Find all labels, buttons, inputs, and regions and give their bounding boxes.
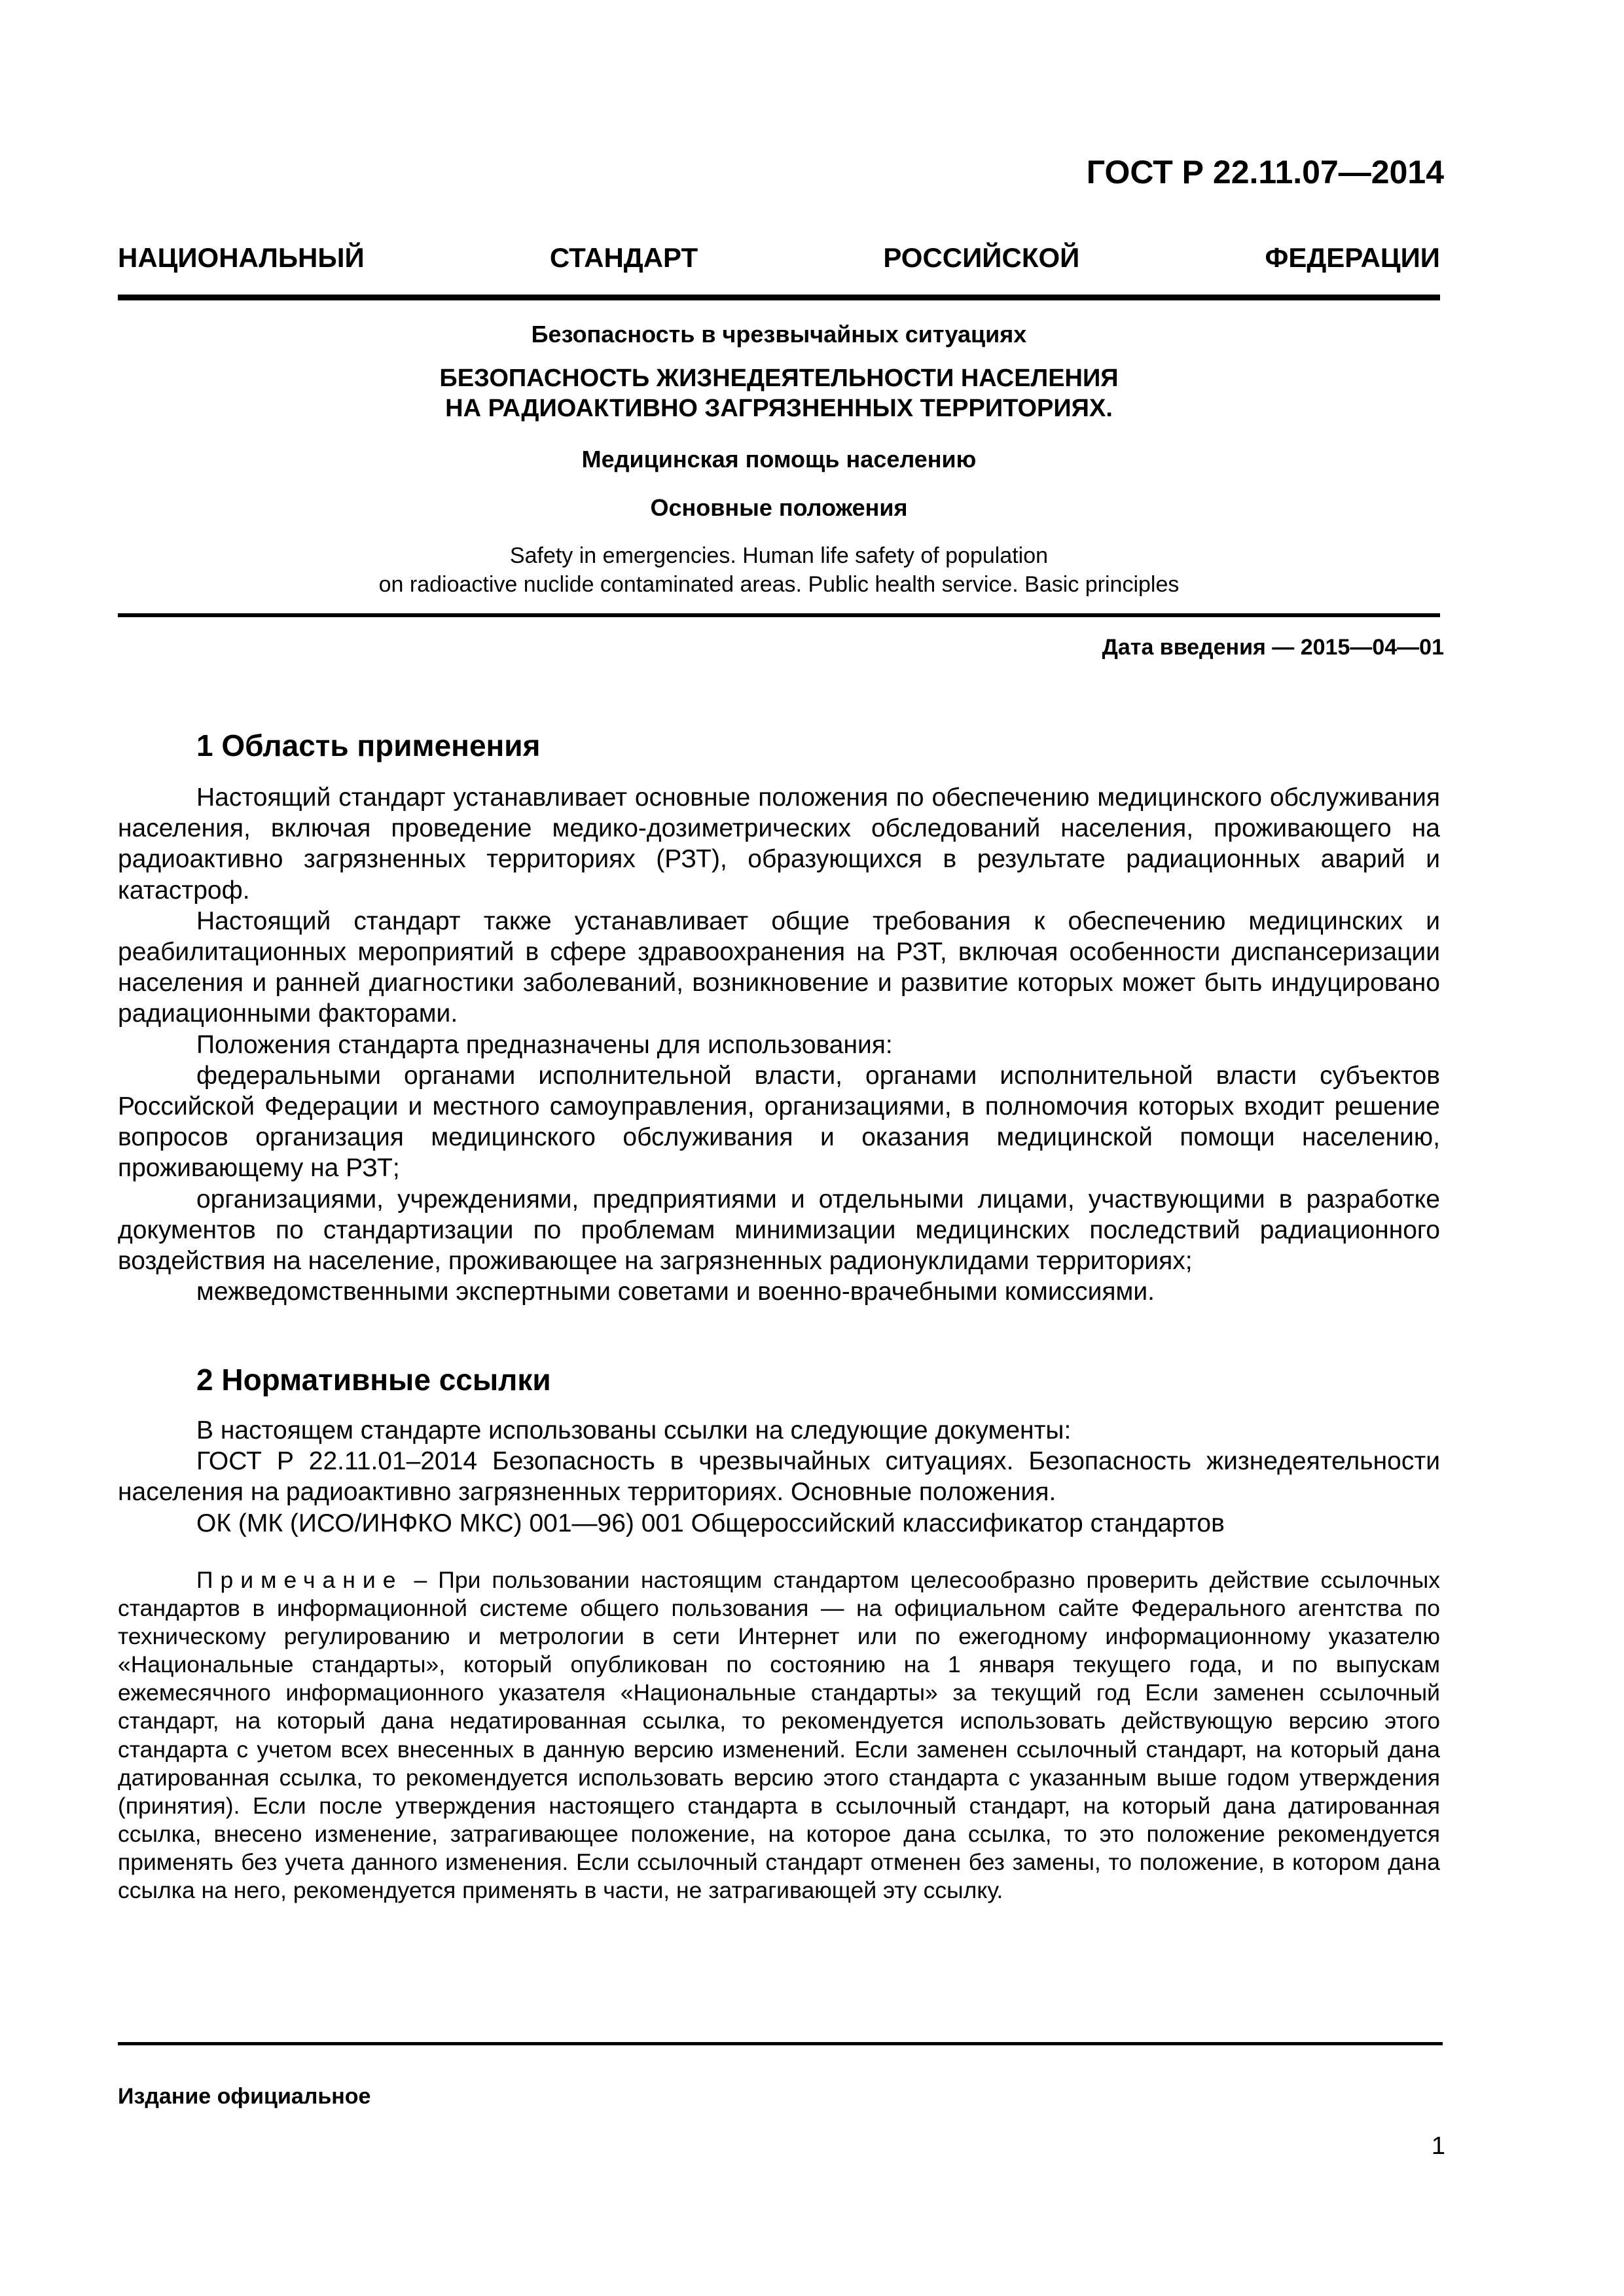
english-title-line-1: Safety in emergencies. Human life safety of population bbox=[509, 543, 1049, 568]
english-title-line-2: on radioactive nuclide contaminated areas. Public health service. Basic principles bbox=[378, 572, 1180, 597]
title-divider bbox=[118, 613, 1440, 617]
subject-title: Безопасность в чрезвычайных ситуациях bbox=[531, 321, 1027, 348]
main-title-line-1: БЕЗОПАСНОСТЬ ЖИЗНЕДЕЯТЕЛЬНОСТИ НАСЕЛЕНИЯ bbox=[439, 365, 1119, 392]
reference-item: ОК (МК (ИСО/ИНФКО МКС) 001—96) 001 Общероссийский классификатор стандартов bbox=[196, 1509, 1225, 1537]
paragraph: Настоящий стандарт устанавливает основные положения по обеспечению медицинского обслуживания населения, включая проведение медико-дозиметрических обследований населения, проживающего на радиоактивно загрязненных территориях (РЗТ), образующихся в результате радиационных аварий и катастроф. bbox=[118, 783, 1440, 905]
gost-code: ГОСТ Р 22.11.07—2014 bbox=[1086, 154, 1444, 190]
section-2-heading: 2 Нормативные ссылки bbox=[196, 1363, 551, 1397]
medical-subtitle: Медицинская помощь населению bbox=[581, 446, 977, 473]
note-label: Примечание bbox=[196, 1567, 403, 1593]
section-1-heading: 1 Область применения bbox=[196, 728, 541, 762]
paragraph: В настоящем стандарте использованы ссылки на следующие документы: bbox=[196, 1416, 1072, 1444]
main-title-line-2: НА РАДИОАКТИВНО ЗАГРЯЗНЕННЫХ ТЕРРИТОРИЯХ. bbox=[445, 395, 1113, 422]
paragraph: федеральными органами исполнительной власти, органами исполнительной власти субъектов Российской Федерации и местного самоуправления, организациями, в полномочия которых входит решение вопросов организация медицинского обслуживания и оказания медицинской помощи населению, проживающему на РЗТ; bbox=[118, 1061, 1440, 1183]
official-edition-label: Издание официальное bbox=[118, 2084, 371, 2109]
national-standard-title: НАЦИОНАЛЬНЫЙ СТАНДАРТ РОССИЙСКОЙ ФЕДЕРАЦИИ bbox=[118, 242, 1440, 273]
paragraph: межведомственными экспертными советами и военно-врачебными комиссиями. bbox=[196, 1278, 1155, 1306]
note-text: – При пользовании настоящим стандартом целесообразно проверить действие ссылочных стандартов в информационной системе общего пользования — на официальном сайте Федерального агентства по техническому регулированию и метрологии в сети Интернет или по ежегодному информационному указателю «Национальные стандарты», который опубликован по состоянию на 1 января текущего года, и по выпускам ежемесячного информационного указателя «Национальные стандарты» за текущий год Если заменен ссылочный стандарт, на который дана недатированная ссылка, то рекомендуется использовать действующую версию этого стандарта с учетом всех внесенных в данную версию изменений. Если заменен ссылочный стандарт, на который дана датированная ссылка, то рекомендуется использовать версию этого стандарта с указанным выше годом утверждения (принятия). Если после утверждения настоящего стандарта в ссылочный стандарт, на который дана датированная ссылка, внесено изменение, затрагивающее положение, на которое дана ссылка, то это положение рекомендуется применять без учета данного изменения. Если ссылочный стандарт отменен без замены, то положение, в котором дана ссылка на него, рекомендуется применять в части, не затрагивающей эту ссылку. bbox=[118, 1567, 1440, 1904]
section-2-body bbox=[118, 1415, 1440, 1539]
note-block bbox=[118, 1566, 1440, 1905]
paragraph: организациями, учреждениями, предприятиями и отдельными лицами, участвующими в разработке документов по стандартизации по проблемам минимизации медицинских последствий радиационного воздействия на население, проживающее на загрязненных радионуклидами территориях; bbox=[118, 1185, 1440, 1276]
top-divider bbox=[118, 295, 1440, 300]
paragraph: Настоящий стандарт также устанавливает общие требования к обеспечению медицинских и реабилитационных мероприятий в сфере здравоохранения на РЗТ, включая особенности диспансеризации населения и ранней диагностики заболеваний, возникновение и развитие которых может быть индуцировано радиационными факторами. bbox=[118, 906, 1440, 1028]
basic-subtitle: Основные положения bbox=[650, 494, 908, 521]
main-title bbox=[118, 363, 1440, 423]
reference-item: ГОСТ Р 22.11.01–2014 Безопасность в чрезвычайных ситуациях. Безопасность жизнедеятельности населения на радиоактивно загрязненных территориях. Основные положения. bbox=[118, 1447, 1440, 1507]
english-title bbox=[118, 541, 1440, 599]
introduction-date: Дата введения — 2015—04—01 bbox=[1102, 635, 1444, 660]
section-1-body bbox=[118, 782, 1440, 1307]
page-number: 1 bbox=[1431, 2132, 1445, 2160]
paragraph: Положения стандарта предназначены для использования: bbox=[196, 1030, 893, 1059]
footer-divider bbox=[118, 2042, 1443, 2045]
